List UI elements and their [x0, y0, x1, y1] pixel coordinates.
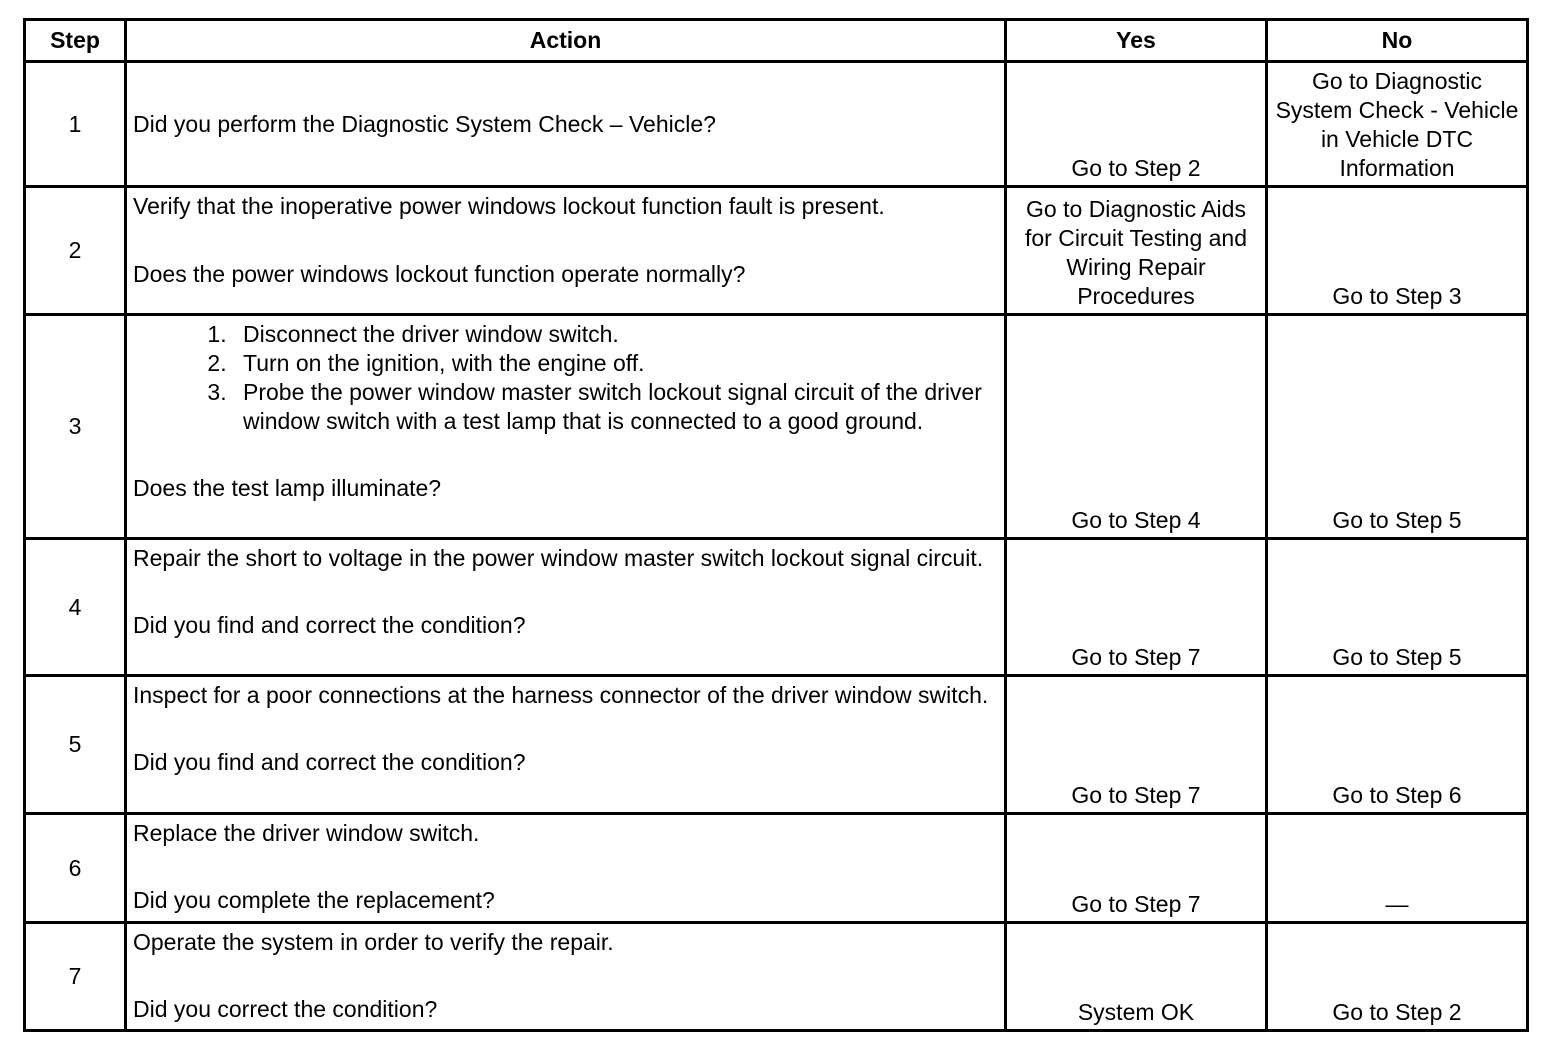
action-question: Does the test lamp illuminate? — [133, 475, 442, 501]
table-row — [25, 539, 1528, 676]
yes-cell: Go to Diagnostic Aids for Circuit Testing and Wiring Repair Procedures — [1006, 187, 1267, 315]
action-cell — [126, 676, 1006, 814]
yes-cell: Go to Step 2 — [1006, 62, 1267, 187]
action-question: Does the power windows lockout function operate normally? — [133, 261, 746, 287]
action-instruction: Inspect for a poor connections at the harness connector of the driver window switch. — [133, 682, 989, 708]
action-cell — [126, 187, 1006, 315]
action-cell — [126, 923, 1006, 1031]
yes-cell: Go to Step 7 — [1006, 539, 1267, 676]
no-cell: Go to Step 6 — [1267, 676, 1528, 814]
yes-cell: Go to Step 4 — [1006, 315, 1267, 539]
header-yes: Yes — [1006, 20, 1267, 62]
no-cell: — — [1267, 814, 1528, 923]
action-question: Did you correct the condition? — [133, 996, 438, 1022]
substep-item: 3. Probe the power window master switch lockout signal circuit of the driver window switch with a test lamp that is connected to a good ground. — [233, 378, 998, 436]
action-cell — [126, 62, 1006, 187]
step-number: 3 — [25, 315, 126, 539]
action-question: Did you complete the replacement? — [133, 887, 495, 913]
no-cell: Go to Step 5 — [1267, 315, 1528, 539]
substep-item: 1. Disconnect the driver window switch. — [233, 320, 998, 349]
yes-cell: Go to Step 7 — [1006, 676, 1267, 814]
action-cell — [126, 315, 1006, 539]
yes-cell: System OK — [1006, 923, 1267, 1031]
action-question: Did you find and correct the condition? — [133, 612, 526, 638]
substep-list — [133, 320, 998, 436]
table-row — [25, 676, 1528, 814]
action-question: Did you find and correct the condition? — [133, 749, 526, 775]
table-row — [25, 814, 1528, 923]
header-no: No — [1267, 20, 1528, 62]
diagnostic-table — [23, 18, 1529, 1032]
no-cell: Go to Step 5 — [1267, 539, 1528, 676]
step-number: 4 — [25, 539, 126, 676]
step-number: 1 — [25, 62, 126, 187]
header-action: Action — [126, 20, 1006, 62]
no-cell: Go to Step 2 — [1267, 923, 1528, 1031]
action-instruction: Operate the system in order to verify the repair. — [133, 929, 614, 955]
step-number: 2 — [25, 187, 126, 315]
table-row — [25, 923, 1528, 1031]
action-instruction: Verify that the inoperative power windows lockout function fault is present. — [133, 193, 885, 219]
no-cell: Go to Step 3 — [1267, 187, 1528, 315]
substep-item: 2. Turn on the ignition, with the engine off. — [233, 349, 998, 378]
yes-cell: Go to Step 7 — [1006, 814, 1267, 923]
table-row — [25, 315, 1528, 539]
step-number: 7 — [25, 923, 126, 1031]
action-question: Did you perform the Diagnostic System Check – Vehicle? — [133, 110, 716, 137]
table-row — [25, 187, 1528, 315]
action-instruction: Replace the driver window switch. — [133, 820, 480, 846]
action-instruction: Repair the short to voltage in the power window master switch lockout signal circuit. — [133, 545, 984, 571]
action-cell — [126, 539, 1006, 676]
step-number: 5 — [25, 676, 126, 814]
action-cell — [126, 814, 1006, 923]
table-row — [25, 62, 1528, 187]
header-step: Step — [25, 20, 126, 62]
header-row — [25, 20, 1528, 62]
step-number: 6 — [25, 814, 126, 923]
no-cell: Go to Diagnostic System Check - Vehicle in Vehicle DTC Information — [1267, 62, 1528, 187]
